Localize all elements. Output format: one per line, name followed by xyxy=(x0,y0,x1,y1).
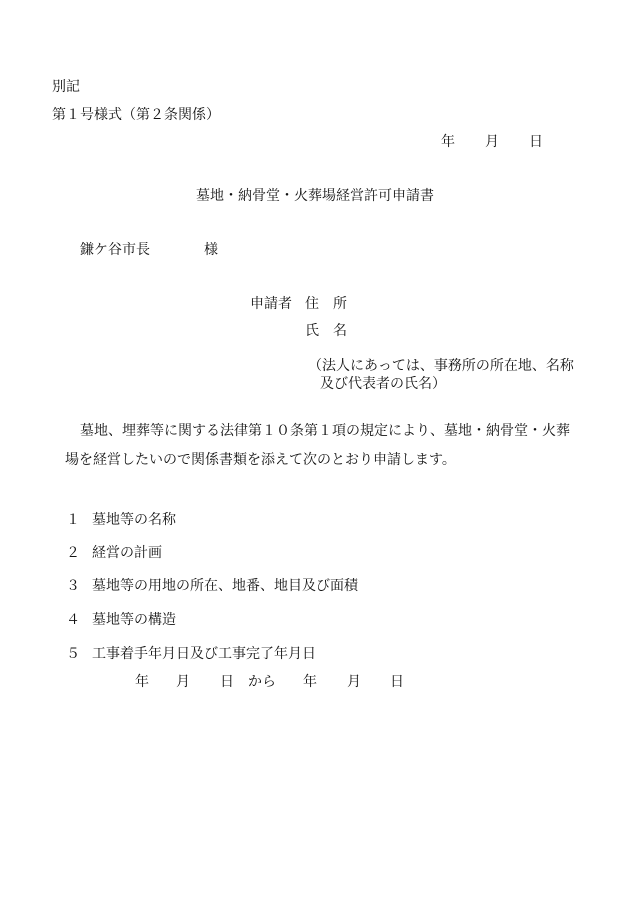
item-number: ３ xyxy=(66,578,80,594)
date-day: 日 xyxy=(529,134,543,150)
item-text: 工事着手年月日及び工事完了年月日 xyxy=(92,646,316,662)
addressee-name: 鎌ケ谷市長 xyxy=(80,242,150,258)
end-year: 年 xyxy=(303,674,317,690)
period-connector: から xyxy=(248,674,276,690)
item-text: 経営の計画 xyxy=(92,545,162,561)
list-item xyxy=(66,513,176,527)
addressee-honorific: 様 xyxy=(204,242,218,258)
item-text: 墓地等の用地の所在、地番、地目及び面積 xyxy=(92,578,358,594)
annex-label: 別記 xyxy=(52,79,80,95)
applicant-note-line1: （法人にあっては、事務所の所在地、名称 xyxy=(308,358,574,374)
end-day: 日 xyxy=(390,674,404,690)
name-label: 氏 名 xyxy=(305,323,347,339)
start-day: 日 xyxy=(220,674,234,690)
item-text: 墓地等の名称 xyxy=(92,512,176,528)
document-title: 墓地・納骨堂・火葬場経営許可申請書 xyxy=(196,188,434,204)
end-month: 月 xyxy=(347,674,361,690)
item-number: ２ xyxy=(66,545,80,561)
item-text: 墓地等の構造 xyxy=(92,612,176,628)
body-line2: 場を経営したいので関係書類を添えて次のとおり申請します。 xyxy=(65,452,456,468)
date-year: 年 xyxy=(441,134,455,150)
item-number: ５ xyxy=(66,646,80,662)
list-item xyxy=(66,579,358,593)
list-item xyxy=(66,546,162,560)
item-number: ４ xyxy=(66,612,80,628)
applicant-note-line2: 及び代表者の氏名） xyxy=(320,376,446,392)
list-item xyxy=(66,613,176,627)
body-line1: 墓地、埋葬等に関する法律第１０条第１項の規定により、墓地・納骨堂・火葬 xyxy=(80,423,570,439)
list-item xyxy=(66,647,316,661)
form-number: 第１号様式（第２条関係） xyxy=(52,107,220,123)
start-year: 年 xyxy=(135,674,149,690)
date-month: 月 xyxy=(485,134,499,150)
address-label: 住 所 xyxy=(305,296,347,312)
applicant-label: 申請者 xyxy=(250,296,292,312)
item-number: １ xyxy=(66,512,80,528)
start-month: 月 xyxy=(176,674,190,690)
